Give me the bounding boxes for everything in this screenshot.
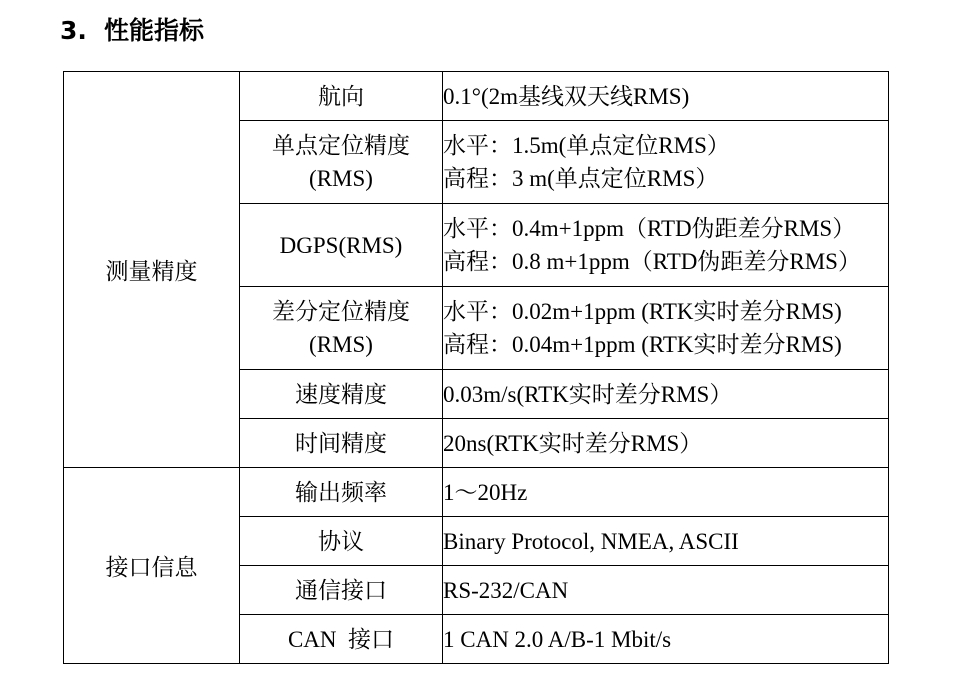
group-cell-measurement-accuracy: 测量精度 [64, 72, 240, 468]
param-text: 单点定位精度 [272, 133, 410, 158]
table-row [64, 468, 889, 517]
param-cell [240, 287, 443, 370]
value-text: 水平：1.5m(单点定位RMS） [443, 133, 730, 158]
value-text: 0.03m/s(RTK实时差分RMS） [443, 381, 733, 407]
value-text: Binary Protocol, NMEA, ASCII [443, 528, 739, 554]
value-cell [443, 370, 889, 419]
param-text: 通信接口 [295, 577, 387, 603]
param-cell [240, 468, 443, 517]
param-cell [240, 615, 443, 664]
value-cell [443, 204, 889, 287]
param-cell [240, 370, 443, 419]
section-heading [60, 14, 204, 48]
value-text: 高程：3 m(单点定位RMS） [443, 166, 719, 191]
section-title: 性能指标 [104, 16, 205, 45]
table-row [64, 72, 889, 121]
param-text: DGPS(RMS) [279, 232, 403, 258]
value-cell [443, 468, 889, 517]
param-text: 输出频率 [295, 479, 387, 505]
value-cell [443, 121, 889, 204]
value-cell [443, 287, 889, 370]
value-cell [443, 566, 889, 615]
param-cell [240, 121, 443, 204]
value-cell [443, 615, 889, 664]
param-text: 航向 [318, 83, 364, 109]
value-text: 高程：0.8 m+1ppm（RTD伪距差分RMS） [443, 249, 861, 274]
param-cell [240, 419, 443, 468]
param-text: (RMS) [309, 332, 373, 357]
value-text: 水平：0.02m+1ppm (RTK实时差分RMS) [443, 299, 842, 324]
param-text: 差分定位精度 [272, 299, 410, 324]
value-cell [443, 419, 889, 468]
param-text: (RMS) [309, 166, 373, 191]
value-text: 水平：0.4m+1ppm（RTD伪距差分RMS） [443, 216, 856, 241]
param-cell [240, 566, 443, 615]
value-text: RS-232/CAN [443, 577, 569, 603]
value-text: 1 CAN 2.0 A/B-1 Mbit/s [443, 626, 672, 652]
value-text: 20ns(RTK实时差分RMS） [443, 430, 703, 456]
param-text: 速度精度 [295, 381, 387, 407]
spec-table [63, 71, 889, 664]
param-text: CAN 接口 [287, 626, 395, 652]
value-text: 1～20Hz [443, 479, 528, 505]
value-cell [443, 72, 889, 121]
param-cell [240, 204, 443, 287]
value-cell [443, 517, 889, 566]
param-cell [240, 517, 443, 566]
value-text: 高程：0.04m+1ppm (RTK实时差分RMS) [443, 332, 842, 357]
value-text: 0.1°(2m基线双天线RMS) [443, 83, 690, 109]
param-text: 协议 [318, 528, 364, 554]
group-cell-interface-info: 接口信息 [64, 468, 240, 664]
section-number: 3. [60, 16, 87, 45]
param-text: 时间精度 [295, 430, 387, 456]
param-cell [240, 72, 443, 121]
